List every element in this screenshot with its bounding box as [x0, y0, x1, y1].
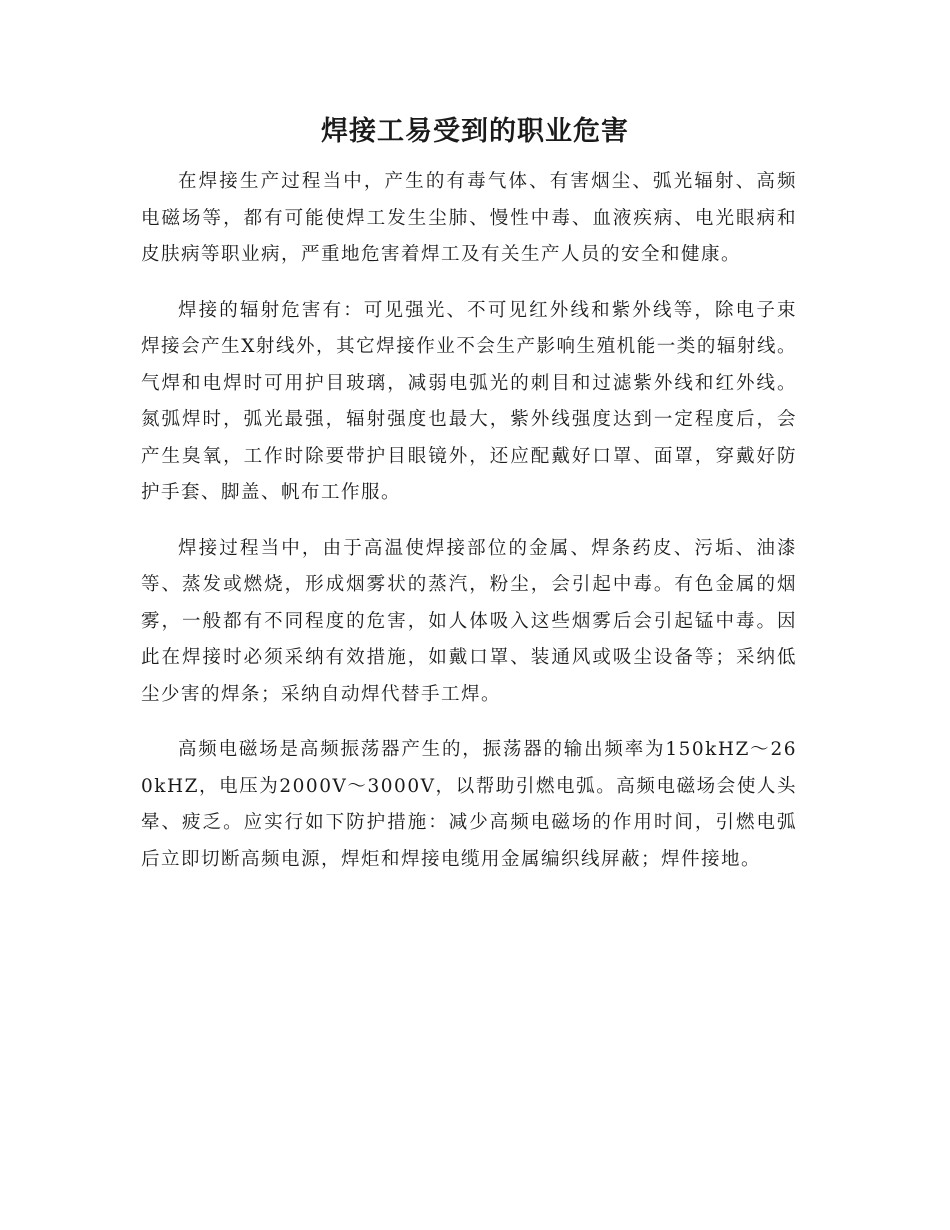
- paragraph-radiation-hazards: 焊接的辐射危害有：可见强光、不可见红外线和紫外线等，除电子束焊接会产生X射线外，其它焊接作业不会生产影响生殖机能一类的辐射线。气焊和电焊时可用护目玻璃，减弱电弧光的刺目和过滤紫外线和红外线。氮弧焊时，弧光最强，辐射强度也最大，紫外线强度达到一定程度后，会产生臭氧，工作时除要带护目眼镜外，还应配戴好口罩、面罩，穿戴好防护手套、脚盖、帆布工作服。: [141, 299, 797, 503]
- paragraph-high-frequency-field: 高频电磁场是高频振荡器产生的，振荡器的输出频率为150kHZ～260kHZ，电压为2000V～3000V，以帮助引燃电弧。高频电磁场会使人头晕、疲乏。应实行如下防护措施：减少高频电磁场的作用时间，引燃电弧后立即切断高频电源，焊炬和焊接电缆用金属编织线屏蔽；焊件接地。: [141, 739, 797, 870]
- document-title: 焊接工易受到的职业危害: [321, 116, 629, 147]
- document-body: [141, 164, 797, 897]
- paragraph-occupational-hazards-intro: 在焊接生产过程当中，产生的有毒气体、有害烟尘、弧光辐射、高频电磁场等，都有可能使焊工发生尘肺、慢性中毒、血液疾病、电光眼病和皮肤病等职业病，严重地危害着焊工及有关生产人员的安全和健康。: [141, 171, 797, 265]
- paragraph-fume-hazards: 焊接过程当中，由于高温使焊接部位的金属、焊条药皮、污垢、油漆等、蒸发或燃烧，形成烟雾状的蒸汽，粉尘，会引起中毒。有色金属的烟雾，一般都有不同程度的危害，如人体吸入这些烟雾后会引起锰中毒。因此在焊接时必须采纳有效措施，如戴口罩、装通风或吸尘设备等；采纳低尘少害的焊条；采纳自动焊代替手工焊。: [141, 537, 797, 705]
